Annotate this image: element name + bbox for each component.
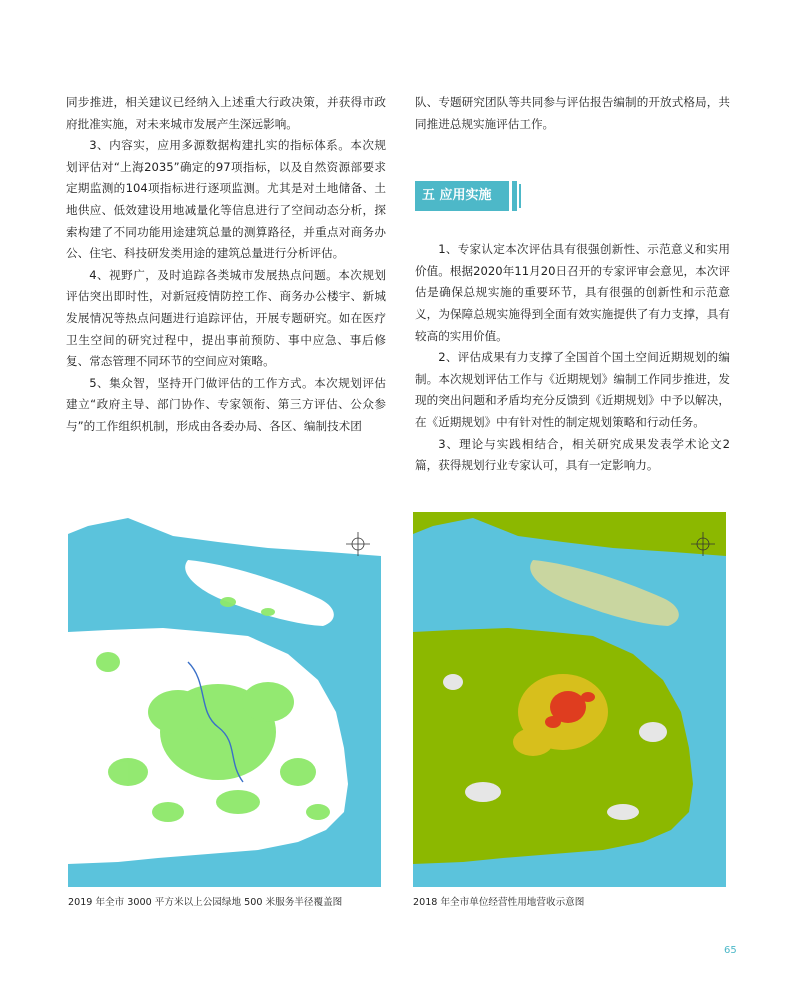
paragraph-theory: 3、理论与实践相结合，相关研究成果发表学术论文2篇，获得规划行业专家认可，具有一定影响力。 [415,436,730,473]
paragraph-expert: 1、专家认定本次评估具有很强创新性、示范意义和实用价值。根据2020年11月20日召开的专家评审会意见，本次评估是确保总规实施的重要环节，具有很强的创新性和示范意义，为保障总规实施得到全面有效实施提供了有力支撑，具有较高的实用价值。 [415,242,730,343]
left-map-caption: 2019 年全市 3000 平方米以上公园绿地 500 米服务半径覆盖图 [68,897,343,908]
section-title: 五 应用实施 [415,181,509,211]
left-text-column [66,92,386,438]
land-revenue-map [413,512,726,887]
section-heading [415,181,730,215]
page-number: 65 [724,945,737,956]
paragraph-continuation-right: 队、专题研究团队等共同参与评估报告编制的开放式格局，共同推进总规实施评估工作。 [415,95,730,131]
paragraph-collaboration: 5、集众智，坚持开门做评估的工作方式。本次规划评估建立“政府主导、部门协作、专家领衔、第三方评估、公众参与”的工作组织机制，形成由各委办局、各区、编制技术团 [66,375,386,433]
section-decor-bar [512,181,517,211]
paragraph-content: 3、内容实，应用多源数据构建扎实的指标体系。本次规划评估对“上海2035”确定的97项指标，以及自然资源部要求定期监测的104项指标进行逐项监测。尤其是对土地储备、土地供应、低效建设用地减量化等信息进行了空间动态分析，探索构建了不同功能用途建筑总量的测算路径，并重点对商务办公、住宅、科技研发类用途的建筑总量进行分析评估。 [66,138,386,261]
paragraph-continuation: 同步推进，相关建议已经纳入上述重大行政决策，并获得市政府批准实施，对未来城市发展产生深远影响。 [66,95,386,131]
right-map-caption: 2018 年全市单位经营性用地营收示意图 [413,897,585,908]
park-coverage-map [68,512,381,887]
section-decor-line [519,184,521,208]
right-text-column [415,92,730,477]
paragraph-support: 2、评估成果有力支撑了全国首个国土空间近期规划的编制。本次规划评估工作与《近期规划》编制工作同步推进，发现的突出问题和矛盾均充分反馈到《近期规划》中予以解决，在《近期规划》中有针对性的制定规划策略和行动任务。 [415,350,730,429]
paragraph-vision: 4、视野广，及时追踪各类城市发展热点问题。本次规划评估突出即时性，对新冠疫情防控工作、商务办公楼宇、新城发展情况等热点问题进行追踪评估，开展专题研究。如在医疗卫生空间的研究过程中，提出事前预防、事中应急、事后修复、常态管理不同环节的空间应对策略。 [66,267,386,369]
